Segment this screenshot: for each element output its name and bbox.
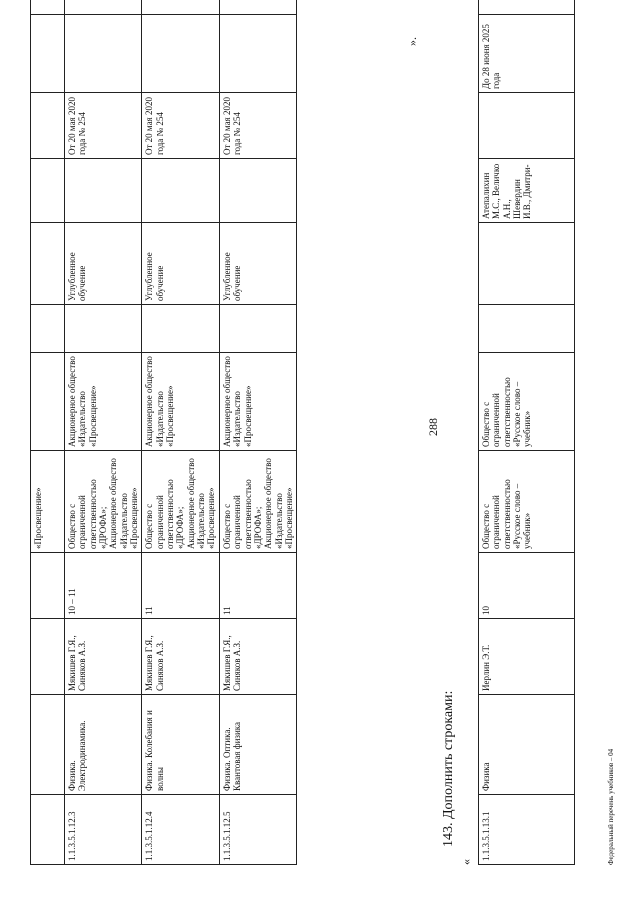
table-cell bbox=[31, 15, 65, 93]
table-row bbox=[142, 0, 219, 865]
table-cell: «Просвещение» bbox=[31, 451, 65, 553]
table-cell: Мякишев Г.Я., Синяков А.З. bbox=[142, 619, 219, 695]
section-title: 143. Дополнить строками: bbox=[441, 690, 456, 847]
table-cell bbox=[31, 619, 65, 695]
table-cell: 1.1.3.5.1.13.1 bbox=[479, 795, 575, 865]
table-cell bbox=[479, 93, 575, 159]
table-cell bbox=[479, 0, 575, 15]
table-cell: Физика. Колебания и волны bbox=[142, 695, 219, 795]
table-cell: Акционерное общество «Издательство «Просвещение» bbox=[65, 353, 142, 451]
table-cell: До 28 июня 2025 года bbox=[479, 15, 575, 93]
table-cell bbox=[479, 305, 575, 353]
table-cell bbox=[479, 223, 575, 305]
table-cell bbox=[219, 15, 296, 93]
table-cell bbox=[142, 15, 219, 93]
table-cell: От 20 мая 2020 года № 254 bbox=[65, 93, 142, 159]
table-row bbox=[479, 0, 575, 865]
table-cell: 1.1.3.5.1.12.4 bbox=[142, 795, 219, 865]
table-cell bbox=[31, 159, 65, 223]
table-cell bbox=[142, 0, 219, 15]
table-cell: 1.1.3.5.1.12.3 bbox=[65, 795, 142, 865]
table-cell bbox=[65, 15, 142, 93]
table-cell bbox=[31, 305, 65, 353]
table-cell bbox=[31, 795, 65, 865]
table-cell: Общество с ограниченной ответственностью «ДРОФА»; Акционерное общество «Издательство «Просвещение» bbox=[219, 451, 296, 553]
table-cell: Акционерное общество «Издательство «Просвещение» bbox=[142, 353, 219, 451]
table-row bbox=[219, 0, 296, 865]
table-cell bbox=[65, 159, 142, 223]
table-cell bbox=[31, 695, 65, 795]
table-cell: Мякишев Г.Я., Синяков А.З. bbox=[219, 619, 296, 695]
table-cell: Физика bbox=[479, 695, 575, 795]
closing-quote: ». bbox=[405, 37, 419, 46]
table-cell bbox=[31, 553, 65, 619]
table-cell: Общество с ограниченной ответственностью «ДРОФА»; Акционерное общество «Издательство «Просвещение» bbox=[65, 451, 142, 553]
page-number: 288 bbox=[426, 418, 440, 436]
table-cell bbox=[31, 93, 65, 159]
table-cell: 10 bbox=[479, 553, 575, 619]
table-cell bbox=[219, 0, 296, 15]
table-cell: 11 bbox=[219, 553, 296, 619]
table-cell: Акционерное общество «Издательство «Просвещение» bbox=[219, 353, 296, 451]
opening-quote: « bbox=[459, 859, 473, 865]
table-cell: Мякишев Г.Я., Синяков А.З. bbox=[65, 619, 142, 695]
table-cell: Углубленное обучение bbox=[219, 223, 296, 305]
table-cell bbox=[31, 353, 65, 451]
table-cell: Общество с ограниченной ответственностью «Русское слово – учебник» bbox=[479, 353, 575, 451]
table-row bbox=[65, 0, 142, 865]
table-cell bbox=[31, 223, 65, 305]
table-cell: 1.1.3.5.1.12.5 bbox=[219, 795, 296, 865]
table-cell bbox=[65, 0, 142, 15]
table-cell: Общество с ограниченной ответственностью «Русское слово – учебник» bbox=[479, 451, 575, 553]
table-cell: Углубленное обучение bbox=[142, 223, 219, 305]
footer-note: Федеральный перечень учебников – 04 bbox=[607, 748, 615, 865]
table-row bbox=[31, 0, 65, 865]
table-cell bbox=[219, 159, 296, 223]
table-cell bbox=[142, 159, 219, 223]
table-cell: От 20 мая 2020 года № 254 bbox=[142, 93, 219, 159]
table-cell bbox=[219, 305, 296, 353]
table-cell: Атепалихин М.С., Величко А.Н., Шевердин И.В., Дмитри- bbox=[479, 159, 575, 223]
textbook-list-table bbox=[30, 0, 297, 865]
added-rows-table bbox=[478, 0, 575, 865]
table-cell: Физика. Оптика. Квантовая физика bbox=[219, 695, 296, 795]
table-cell bbox=[65, 305, 142, 353]
table-cell: 11 bbox=[142, 553, 219, 619]
table-cell: Углубленное обучение bbox=[65, 223, 142, 305]
table-cell: Общество с ограниченной ответственностью «ДРОФА»; Акционерное общество «Издательство «Просвещение» bbox=[142, 451, 219, 553]
table-cell: Иерлин Э.Т. bbox=[479, 619, 575, 695]
table-cell bbox=[31, 0, 65, 15]
table-cell bbox=[142, 305, 219, 353]
table-cell: Физика. Электродинамика. bbox=[65, 695, 142, 795]
table-cell: От 20 мая 2020 года № 254 bbox=[219, 93, 296, 159]
table-cell: 10 – 11 bbox=[65, 553, 142, 619]
